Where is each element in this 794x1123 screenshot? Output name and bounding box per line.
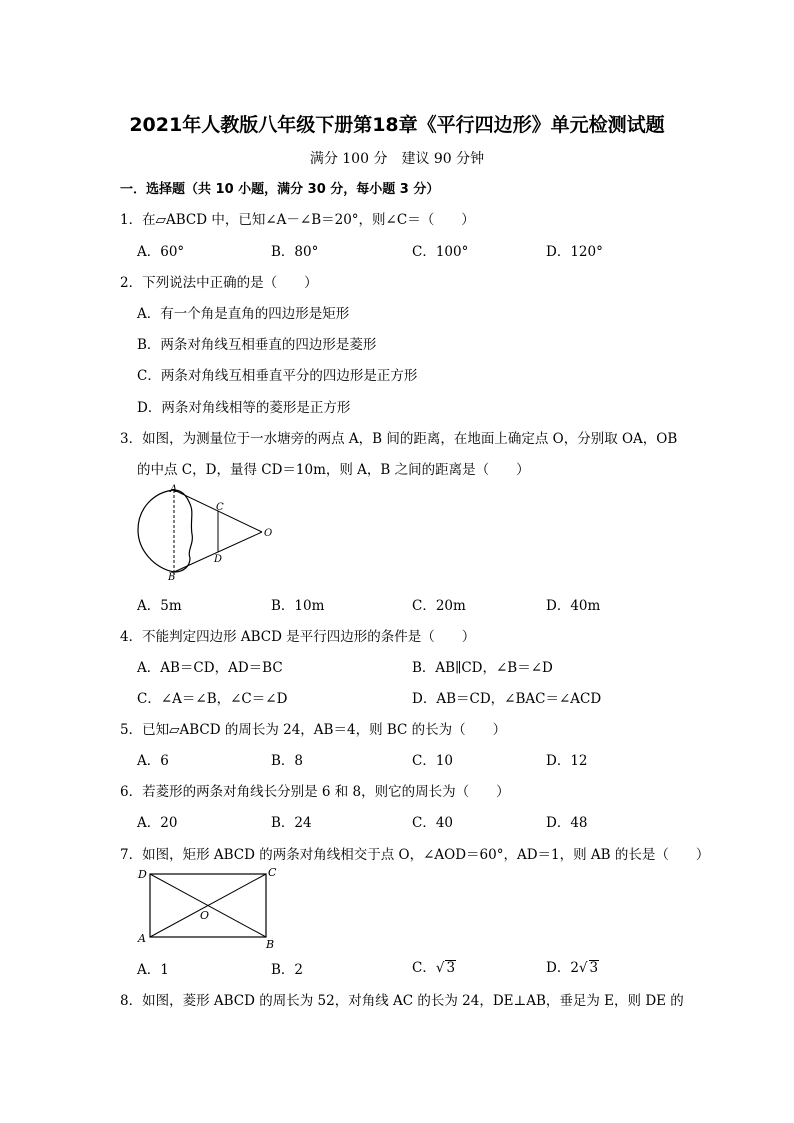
page-subtitle: 满分 100 分 建议 90 分钟: [309, 151, 485, 167]
question-5-option-c: C．10: [412, 753, 454, 769]
question-5-option-a: A．6: [137, 753, 169, 769]
question-5-stem: 5．已知▱ABCD 的周长为 24，AB＝4，则 BC 的长为（ ）: [120, 722, 507, 738]
question-4-option-d: D．AB＝CD，∠BAC＝∠ACD: [412, 691, 602, 707]
label-d: D: [214, 554, 223, 565]
question-7-option-c-radicand: 3: [446, 960, 456, 976]
question-5-option-d: D．12: [546, 753, 588, 769]
question-7-stem: 7．如图，矩形 ABCD 的两条对角线相交于点 O，∠AOD＝60°，AD＝1，则 AB 的长是（ ）: [120, 847, 710, 863]
label-b: B: [266, 938, 275, 951]
question-3-stem-line2: 的中点 C，D，量得 CD＝10m，则 A，B 之间的距离是（ ）: [137, 462, 530, 478]
question-4-option-b: B．AB∥CD，∠B＝∠D: [412, 660, 553, 676]
question-7-option-c-label: C．: [412, 960, 436, 976]
question-7-option-a: A．1: [137, 962, 169, 978]
question-4-option-c: C．∠A＝∠B，∠C＝∠D: [137, 691, 288, 707]
question-1-option-b: B．80°: [271, 244, 319, 260]
section-heading: 一．选择题（共 10 小题，满分 30 分，每小题 3 分）: [120, 182, 440, 197]
question-7-option-b: B．2: [271, 962, 304, 978]
question-8-stem: 8．如图，菱形 ABCD 的周长为 52，对角线 AC 的长为 24，DE⊥AB，垂足为 E，则 DE 的: [120, 993, 684, 1009]
question-3-option-b: B．10m: [271, 598, 325, 614]
question-1-option-c: C．100°: [412, 244, 469, 260]
question-5-option-b: B．8: [271, 753, 304, 769]
question-2-stem: 2．下列说法中正确的是（ ）: [120, 275, 318, 291]
label-o: O: [200, 909, 210, 922]
question-3-option-a: A．5m: [137, 598, 182, 614]
question-3-option-d: D．40m: [546, 598, 601, 614]
label-c: C: [216, 502, 224, 513]
label-a: A: [170, 484, 178, 495]
question-3-option-c: C．20m: [412, 598, 466, 614]
question-2-option-d: D．两条对角线相等的菱形是正方形: [137, 400, 351, 416]
question-7-option-d-label: D．2: [546, 960, 579, 976]
question-6-option-b: B．24: [271, 815, 312, 831]
question-7-option-c: [412, 956, 456, 976]
question-6-option-d: D．48: [546, 815, 588, 831]
pond-figure: [132, 482, 282, 582]
label-c: C: [268, 866, 277, 879]
question-7-option-d-radicand: 3: [589, 960, 599, 976]
label-a: A: [138, 932, 146, 945]
question-6-stem: 6．若菱形的两条对角线长分别是 6 和 8，则它的周长为（ ）: [120, 784, 510, 800]
pond-outline: [138, 490, 192, 572]
label-d: D: [138, 868, 147, 881]
question-2-option-a: A．有一个角是直角的四边形是矩形: [137, 306, 350, 322]
sqrt-icon: √: [578, 960, 588, 976]
sqrt-icon: √: [435, 960, 445, 976]
question-1-stem: 1．在▱ABCD 中，已知∠A－∠B＝20°，则∠C＝（ ）: [120, 212, 475, 228]
label-b: B: [168, 572, 176, 582]
question-4-stem: 4．不能判定四边形 ABCD 是平行四边形的条件是（ ）: [120, 629, 476, 645]
page-title: 2021年人教版八年级下册第18章《平行四边形》单元检测试题: [129, 114, 665, 136]
question-1-option-d: D．120°: [546, 244, 603, 260]
question-3-stem: 3．如图，为测量位于一水塘旁的两点 A，B 间的距离，在地面上确定点 O，分别取 OA，OB: [120, 431, 678, 447]
question-6-option-c: C．40: [412, 815, 454, 831]
label-o: O: [264, 528, 273, 539]
question-4-option-a: A．AB＝CD，AD＝BC: [137, 660, 283, 676]
question-2-option-b: B．两条对角线互相垂直的四边形是菱形: [137, 337, 377, 353]
question-7-option-d: [546, 956, 599, 976]
question-6-option-a: A．20: [137, 815, 178, 831]
question-1-option-a: A．60°: [137, 244, 185, 260]
rectangle-figure: [134, 864, 284, 952]
question-2-option-c: C．两条对角线互相垂直平分的四边形是正方形: [137, 368, 418, 384]
